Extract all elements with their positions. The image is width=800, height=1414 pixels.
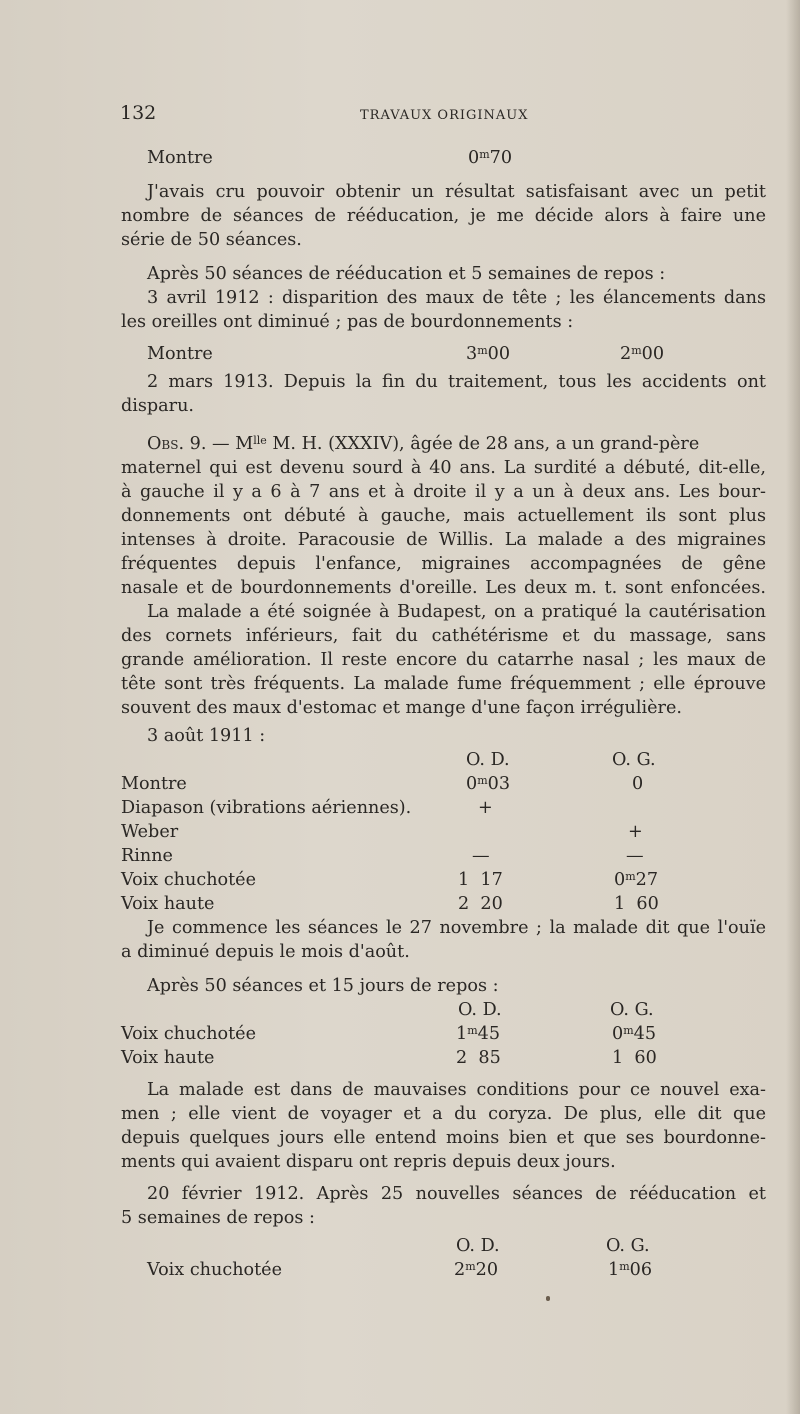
table3-col-og: O. G. — [606, 1236, 650, 1256]
table1-row-label: Rinne — [121, 846, 173, 866]
table3-col-od: O. D. — [456, 1236, 500, 1256]
obs-line: des cornets inférieurs, fait du cathétérisme et du massage, sans — [121, 626, 766, 646]
montre2-og: 2$^m$00 — [620, 344, 665, 364]
para2-line: Après 50 séances de rééducation et 5 semaines de repos : — [147, 264, 666, 284]
para5-line: men ; elle vient de voyager et a du coryza. De plus, elle dit que — [121, 1104, 766, 1124]
table1-row-og: 1 60 — [614, 894, 659, 914]
montre2-label: Montre — [147, 344, 213, 364]
table3-row-od: 2$^m$20 — [454, 1260, 499, 1280]
table2-col-og: O. G. — [610, 1000, 654, 1020]
page-number: 132 — [120, 102, 157, 124]
obs-label: Obs. 9. — [147, 434, 207, 454]
table1-row-og: 0 — [632, 774, 644, 794]
table2-row-label: Voix haute — [121, 1048, 215, 1068]
table2-row-od: 1$^m$45 — [456, 1024, 501, 1044]
table1-row-label: Voix chuchotée — [121, 870, 257, 890]
table1-date: 3 août 1911 : — [147, 726, 266, 746]
table1-row-label: Weber — [121, 822, 179, 842]
table1-row-label: Diapason (vibrations aériennes). — [121, 798, 412, 818]
table2-row-od: 2 85 — [456, 1048, 501, 1068]
para4-line: Je commence les séances le 27 novembre ; la malade dit que l'ouïe — [147, 918, 766, 938]
table1-col-od: O. D. — [466, 750, 510, 770]
para3-line: disparu. — [121, 396, 195, 416]
para6-line: 5 semaines de repos : — [121, 1208, 315, 1228]
table1-row-od: — — [472, 846, 490, 866]
ink-speck — [546, 1296, 550, 1301]
table3-row-og: 1$^m$06 — [608, 1260, 653, 1280]
table1-col-og: O. G. — [612, 750, 656, 770]
table2-row-og: 0$^m$45 — [612, 1024, 657, 1044]
para6-line: 20 février 1912. Après 25 nouvelles séances de rééducation et — [147, 1184, 766, 1204]
table2-row-label: Voix chuchotée — [121, 1024, 257, 1044]
obs-line: donnements ont débuté à gauche, mais actuellement ils sont plus — [121, 506, 766, 526]
obs-line: nasale et de bourdonnements d'oreille. Les deux m. t. sont enfoncées. — [121, 578, 766, 598]
obs-line: maternel qui est devenu sourd à 40 ans. La surdité a débuté, dit-elle, — [121, 458, 766, 478]
obs-line: intenses à droite. Paracousie de Willis. La malade a des migraines — [121, 530, 766, 550]
table3-row-label: Voix chuchotée — [147, 1260, 283, 1280]
para5-line: La malade est dans de mauvaises conditions pour ce nouvel exa- — [147, 1080, 766, 1100]
montre-label: Montre — [147, 148, 213, 168]
obs-first-line: Obs. 9. — $M^{lle}$ M. H. (XXXIV), âgée de 28 ans, a un grand-père — [147, 434, 700, 454]
montre2-od: 3$^m$00 — [466, 344, 511, 364]
para1-line: J'avais cru pouvoir obtenir un résultat satisfaisant avec un petit — [147, 182, 766, 202]
para5-line: ments qui avaient disparu ont repris depuis deux jours. — [121, 1152, 616, 1172]
table1-row-og: — — [626, 846, 644, 866]
page-edge-shadow — [786, 0, 800, 1414]
table1-row-og: 0$^m$27 — [614, 870, 659, 890]
para2-line: 3 avril 1912 : disparition des maux de tête ; les élancements dans — [147, 288, 766, 308]
table2-intro: Après 50 séances et 15 jours de repos : — [147, 976, 499, 996]
obs-line: à gauche il y a 6 à 7 ans et à droite il y a un à deux ans. Les bour- — [121, 482, 766, 502]
para1-line: nombre de séances de rééducation, je me décide alors à faire une — [121, 206, 766, 226]
table1-row-od: + — [478, 798, 493, 818]
table1-row-od: 1 17 — [458, 870, 503, 890]
table1-row-od: 2 20 — [458, 894, 503, 914]
table2-row-og: 1 60 — [612, 1048, 657, 1068]
running-head: TRAVAUX ORIGINAUX — [360, 108, 529, 123]
para1-line: série de 50 séances. — [121, 230, 302, 250]
table1-row-label: Montre — [121, 774, 187, 794]
montre-value: 0$^m$70 — [468, 148, 513, 168]
obs-line: grande amélioration. Il reste encore du catarrhe nasal ; les maux de — [121, 650, 766, 670]
para5-line: depuis quelques jours elle entend moins bien et que ses bourdonne- — [121, 1128, 766, 1148]
table1-row-label: Voix haute — [121, 894, 215, 914]
para3-line: 2 mars 1913. Depuis la fin du traitement, tous les accidents ont — [147, 372, 766, 392]
para4-line: a diminué depuis le mois d'août. — [121, 942, 410, 962]
table1-row-od: 0$^m$03 — [466, 774, 511, 794]
obs-line: fréquentes depuis l'enfance, migraines accompagnées de gêne — [121, 554, 766, 574]
obs-line: souvent des maux d'estomac et mange d'une façon irrégulière. — [121, 698, 682, 718]
table2-col-od: O. D. — [458, 1000, 502, 1020]
para2-line: les oreilles ont diminué ; pas de bourdonnements : — [121, 312, 574, 332]
obs-line: tête sont très fréquents. La malade fume fréquemment ; elle éprouve — [121, 674, 766, 694]
obs-line: La malade a été soignée à Budapest, on a pratiqué la cautérisation — [147, 602, 766, 622]
table1-row-og: + — [628, 822, 643, 842]
